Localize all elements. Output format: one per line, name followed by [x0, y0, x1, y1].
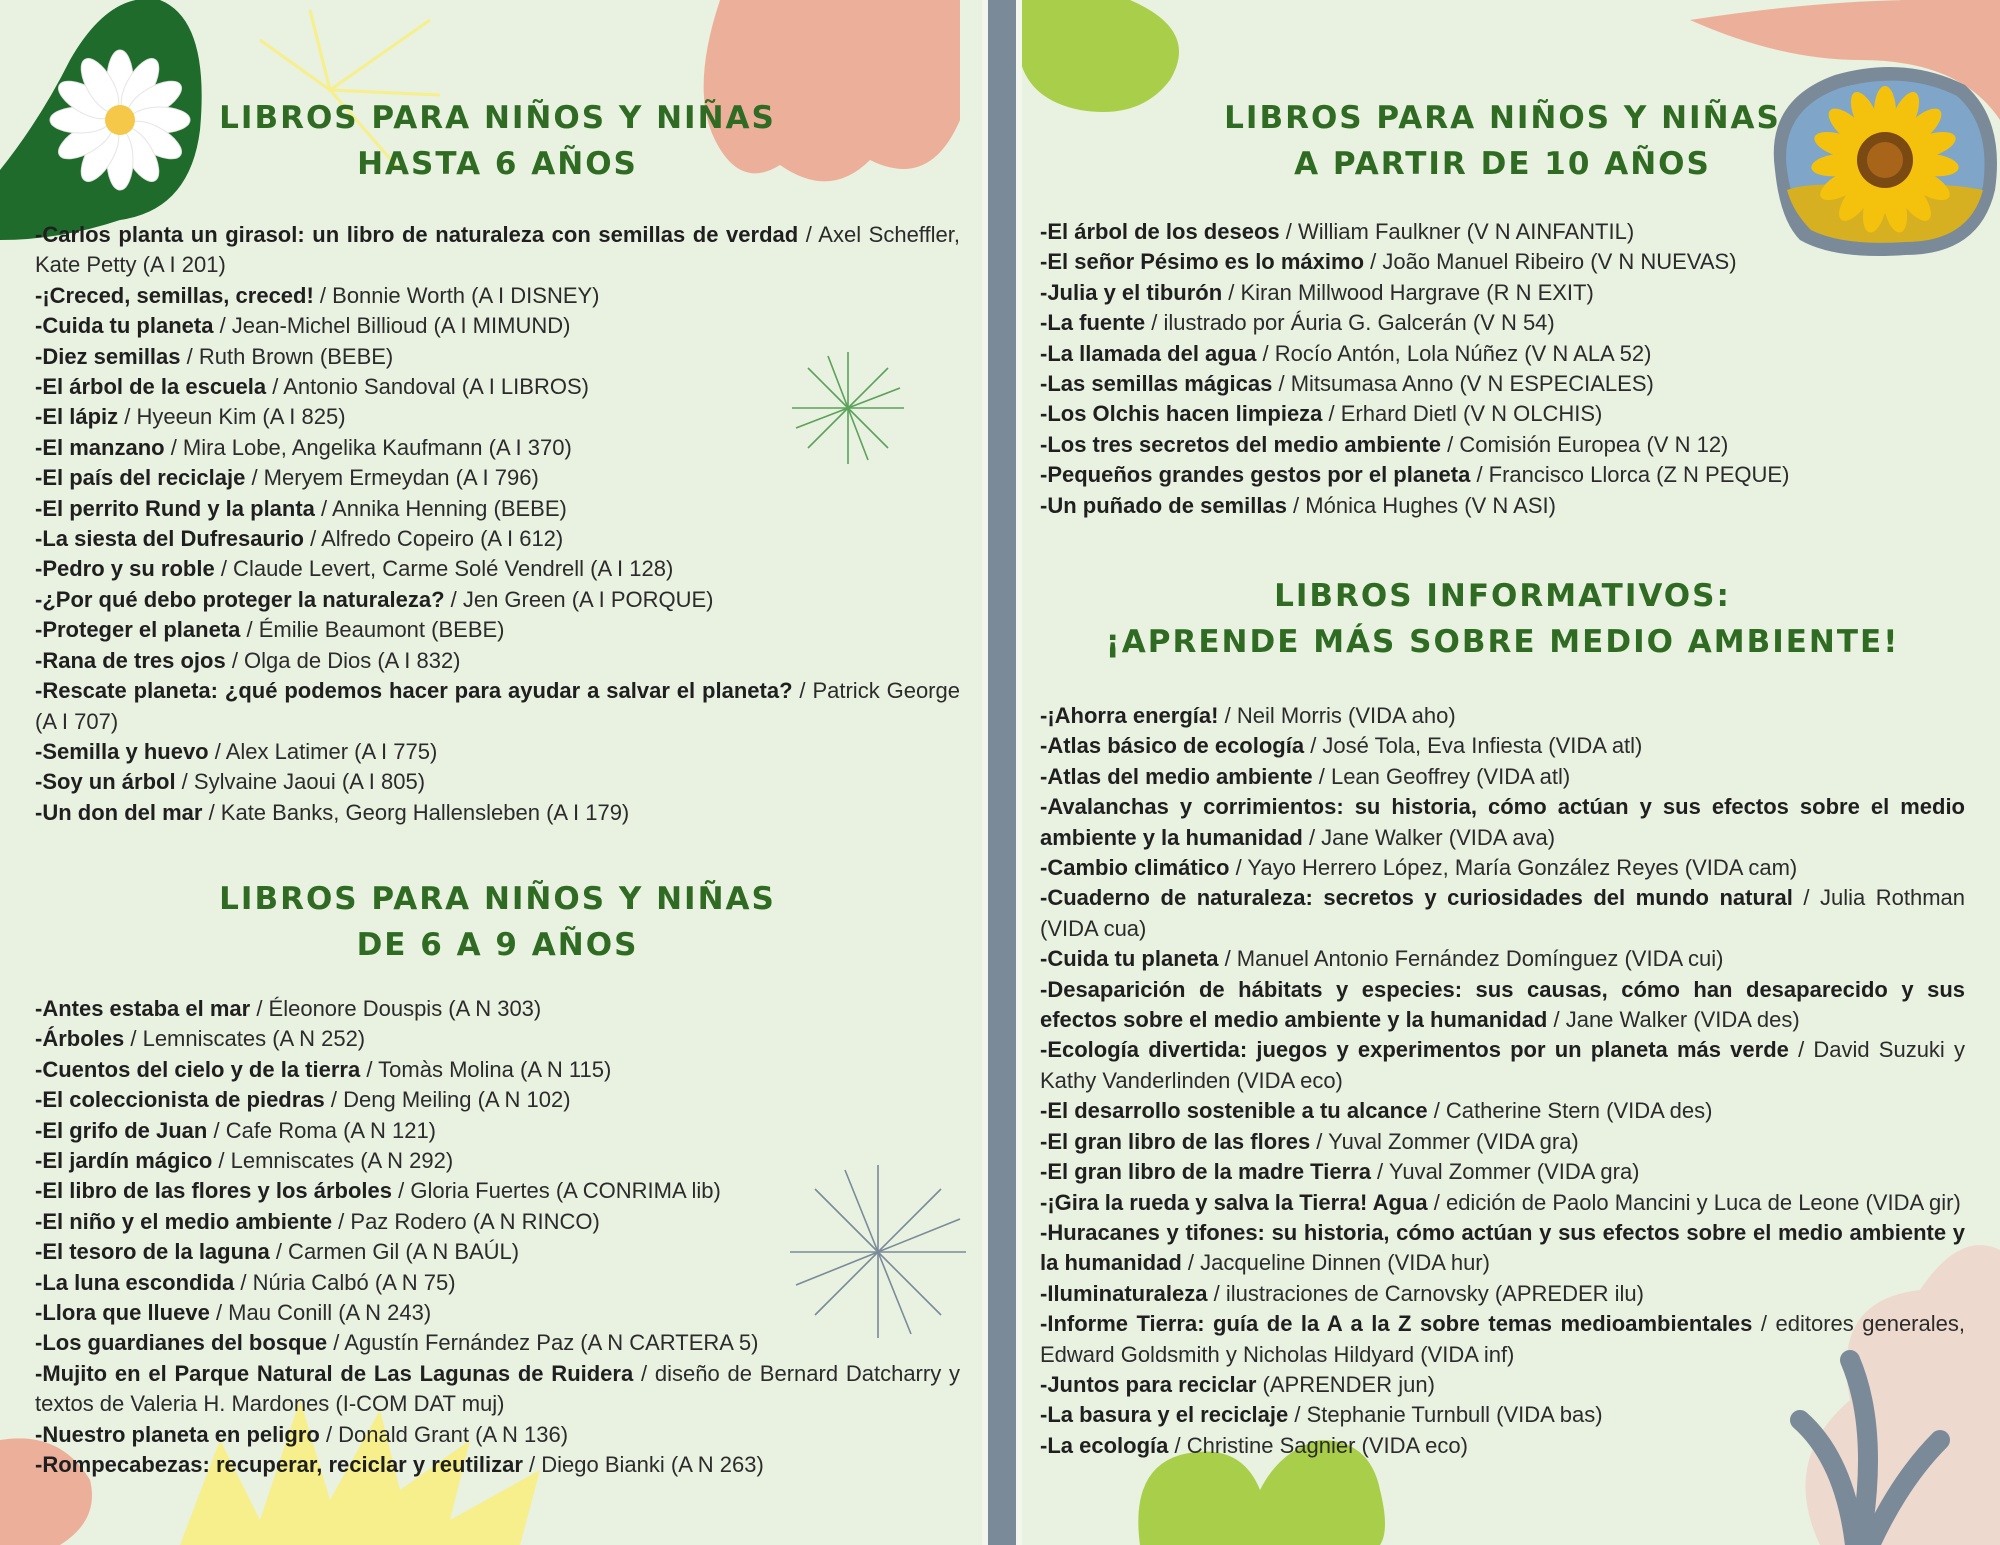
book-title: -El grifo de Juan: [35, 1117, 208, 1143]
book-title: -Un don del mar: [35, 799, 203, 825]
book-title: -Julia y el tiburón: [1040, 279, 1223, 305]
book-author-signature: / Manuel Antonio Fernández Domínguez (VIDA cui): [1218, 946, 1724, 972]
book-entry: [35, 1055, 960, 1085]
book-author-signature: / Agustín Fernández Paz (A N CARTERA 5): [327, 1330, 759, 1356]
book-entry: [35, 1420, 960, 1450]
book-title: -Nuestro planeta en peligro: [35, 1421, 320, 1447]
book-entry: [1040, 1188, 1965, 1218]
book-title: -Huracanes y tifones: su historia, cómo actúan y sus efectos sobre el medio ambiente y la humanidad: [1040, 1219, 1965, 1276]
book-title: -Diez semillas: [35, 343, 181, 369]
book-title: -Desaparición de hábitats y especies: sus causas, cómo han desaparecido y sus efectos sobre el medio ambiente y la humanidad: [1040, 976, 1965, 1033]
heading-line: A PARTIR DE 10 AÑOS: [1294, 146, 1711, 182]
book-title: -Un puñado de semillas: [1040, 492, 1287, 518]
book-entry: [35, 1298, 960, 1328]
book-title: -Cambio climático: [1040, 855, 1230, 881]
book-title: -¡Gira la rueda y salva la Tierra! Agua: [1040, 1189, 1428, 1215]
book-title: -La llamada del agua: [1040, 340, 1257, 366]
book-title: -El tesoro de la laguna: [35, 1239, 270, 1265]
book-entry: [35, 615, 960, 645]
book-title: -Carlos planta un girasol: un libro de naturaleza con semillas de verdad: [35, 222, 799, 247]
book-author-signature: / Cafe Roma (A N 121): [207, 1117, 437, 1143]
book-entry: [1040, 399, 1965, 429]
book-entry: [1040, 792, 1965, 853]
book-author-signature: / ilustrado por Áuria G. Galcerán (V N 54): [1145, 310, 1555, 336]
book-title: -Los tres secretos del medio ambiente: [1040, 431, 1442, 457]
book-author-signature: / Yuval Zommer (VIDA gra): [1310, 1128, 1579, 1154]
book-title: -Pequeños grandes gestos por el planeta: [1040, 462, 1471, 488]
book-title: -Cuida tu planeta: [35, 313, 214, 339]
book-author-signature: / Antonio Sandoval (A I LIBROS): [266, 374, 589, 400]
book-entry: [1040, 308, 1965, 338]
book-entry: [35, 494, 960, 524]
book-entry: [1040, 1279, 1965, 1309]
book-title: -El árbol de la escuela: [35, 374, 267, 400]
heading-line: DE 6 A 9 AÑOS: [356, 927, 639, 963]
book-title: -Soy un árbol: [35, 769, 176, 795]
book-author-signature: / Ruth Brown (BEBE): [180, 343, 394, 369]
book-author-signature: / Deng Meiling (A N 102): [324, 1087, 571, 1113]
book-entry: [1040, 247, 1965, 277]
book-author-signature: / Erhard Dietl (V N OLCHIS): [1322, 401, 1603, 427]
heading-line: LIBROS PARA NIÑOS Y NIÑAS: [219, 881, 776, 917]
book-entry: [35, 281, 960, 311]
book-title: -El gran libro de la madre Tierra: [1040, 1159, 1371, 1185]
book-author-signature: / Éleonore Douspis (A N 303): [250, 996, 542, 1021]
book-title: -El árbol de los deseos: [1040, 219, 1280, 244]
book-author-signature: / Diego Bianki (A N 263): [522, 1452, 764, 1478]
book-title: -El señor Pésimo es lo máximo: [1040, 249, 1365, 275]
heading-line: HASTA 6 AÑOS: [357, 146, 638, 182]
book-entry: [1040, 1309, 1965, 1370]
book-author-signature: / Carmen Gil (A N BAÚL): [269, 1239, 520, 1265]
section-heading-6-a-9: [35, 876, 960, 968]
book-title: -Atlas básico de ecología: [1040, 733, 1305, 759]
book-entry: [1040, 762, 1965, 792]
book-title: -Iluminaturaleza: [1040, 1280, 1208, 1306]
book-author-signature: / Émilie Beaumont (BEBE): [240, 617, 505, 643]
book-author-signature: / José Tola, Eva Infiesta (VIDA atl): [1304, 733, 1643, 759]
book-title: -Avalanchas y corrimientos: su historia, cómo actúan y sus efectos sobre el medio ambiente y la humanidad: [1040, 794, 1965, 850]
book-entry: [35, 1359, 960, 1420]
book-author-signature: / Catherine Stern (VIDA des): [1427, 1098, 1713, 1124]
book-title: -Ecología divertida: juegos y experimentos por un planeta más verde: [1040, 1037, 1789, 1063]
heading-line: LIBROS INFORMATIVOS:: [1274, 578, 1731, 614]
center-divider: [988, 0, 1016, 1545]
book-entry: [1040, 975, 1965, 1036]
book-author-signature: / Gloria Fuertes (A CONRIMA lib): [392, 1178, 721, 1204]
book-title: -Árboles: [35, 1026, 125, 1052]
book-entry: [1040, 1218, 1965, 1279]
book-title: -El manzano: [35, 434, 165, 460]
book-entry: [1040, 883, 1965, 944]
book-entry: [1040, 944, 1965, 974]
heading-line: LIBROS PARA NIÑOS Y NIÑAS: [219, 100, 776, 136]
book-author-signature: / Jean-Michel Billioud (A I MIMUND): [213, 313, 571, 339]
book-title: -El niño y el medio ambiente: [35, 1208, 333, 1234]
book-entry: [1040, 1127, 1965, 1157]
book-entry: [1040, 430, 1965, 460]
book-entry: [1040, 1096, 1965, 1126]
book-author-signature: / Donald Grant (A N 136): [319, 1421, 569, 1447]
book-author-signature: / editores generales, Edward Goldsmith y Nicholas Hildyard (VIDA inf): [1040, 1311, 1965, 1367]
book-author-signature: / Sylvaine Jaoui (A I 805): [175, 769, 426, 795]
book-entry: [1040, 460, 1965, 490]
book-entry: [35, 1085, 960, 1115]
book-title: -Los guardianes del bosque: [35, 1330, 328, 1356]
book-author-signature: / Annika Henning (BEBE): [314, 495, 567, 521]
book-author-signature: / Jane Walker (VIDA ava): [1302, 824, 1556, 850]
book-entry: [35, 1328, 960, 1358]
book-entry: [35, 994, 960, 1024]
book-entry: [35, 1176, 960, 1206]
book-entry: [35, 1268, 960, 1298]
book-entry: [1040, 1431, 1965, 1461]
book-author-signature: / Stephanie Turnbull (VIDA bas): [1288, 1402, 1603, 1428]
book-entry: [35, 402, 960, 432]
book-entry: [35, 767, 960, 797]
book-entry: [1040, 339, 1965, 369]
book-title: -Cuida tu planeta: [1040, 946, 1219, 972]
book-author-signature: / Patrick George (A I 707): [35, 678, 960, 734]
book-title: -El libro de las flores y los árboles: [35, 1178, 393, 1204]
book-author-signature: / Axel Scheffler, Kate Petty (A I 201): [35, 222, 960, 278]
book-author-signature: / Jacqueline Dinnen (VIDA hur): [1181, 1250, 1490, 1276]
book-title: -El lápiz: [35, 404, 119, 430]
book-author-signature: / Alfredo Copeiro (A I 612): [303, 526, 564, 552]
book-title: -¿Por qué debo proteger la naturaleza?: [35, 586, 445, 612]
book-author-signature: / Núria Calbó (A N 75): [234, 1269, 456, 1295]
book-entry: [1040, 853, 1965, 883]
book-title: -Semilla y huevo: [35, 738, 209, 764]
book-author-signature: / Yayo Herrero López, María González Reyes (VIDA cam): [1229, 855, 1798, 881]
book-author-signature: / Rocío Antón, Lola Núñez (V N ALA 52): [1256, 340, 1652, 366]
book-title: -El país del reciclaje: [35, 465, 246, 491]
book-entry: [35, 737, 960, 767]
book-author-signature: / David Suzuki y Kathy Vanderlinden (VIDA eco): [1040, 1037, 1965, 1093]
book-author-signature: / Meryem Ermeydan (A I 796): [245, 465, 539, 491]
book-entry: [1040, 731, 1965, 761]
book-author-signature: (APRENDER jun): [1256, 1371, 1435, 1397]
book-title: -Antes estaba el mar: [35, 996, 251, 1021]
book-author-signature: / Hyeeun Kim (A I 825): [118, 404, 346, 430]
book-author-signature: / diseño de Bernard Datcharry y textos de Valeria H. Mardones (I-COM DAT muj): [35, 1360, 960, 1417]
book-title: -La basura y el reciclaje: [1040, 1402, 1289, 1428]
book-list-6-a-9: [35, 994, 960, 1481]
book-author-signature: / Mau Conill (A N 243): [209, 1300, 432, 1326]
book-author-signature: / William Faulkner (V N AINFANTIL): [1279, 219, 1635, 244]
book-title: -Mujito en el Parque Natural de Las Lagunas de Ruidera: [35, 1360, 634, 1386]
book-title: -El perrito Rund y la planta: [35, 495, 315, 521]
book-title: -Rompecabezas: recuperar, reciclar y reutilizar: [35, 1452, 523, 1478]
book-entry: [35, 311, 960, 341]
book-entry: [35, 554, 960, 584]
section-heading-informativos: [1040, 573, 1965, 665]
book-author-signature: / Mónica Hughes (V N ASI): [1286, 492, 1556, 518]
book-entry: [35, 372, 960, 402]
book-title: -La ecología: [1040, 1432, 1169, 1458]
book-author-signature: / Kiran Millwood Hargrave (R N EXIT): [1222, 279, 1594, 305]
book-author-signature: / Mitsumasa Anno (V N ESPECIALES): [1272, 371, 1654, 397]
book-title: -El gran libro de las flores: [1040, 1128, 1311, 1154]
book-title: -Llora que llueve: [35, 1300, 210, 1326]
book-title: -Atlas del medio ambiente: [1040, 763, 1313, 789]
book-entry: [1040, 278, 1965, 308]
book-list-informativos: [1040, 701, 1965, 1461]
book-author-signature: / Francisco Llorca (Z N PEQUE): [1470, 462, 1790, 488]
book-entry: [35, 463, 960, 493]
book-title: -Rana de tres ojos: [35, 647, 226, 673]
book-title: -El jardín mágico: [35, 1148, 213, 1174]
book-entry: [35, 1237, 960, 1267]
book-entry: [1040, 1035, 1965, 1096]
book-title: -¡Ahorra energía!: [1040, 703, 1219, 728]
book-author-signature: / Olga de Dios (A I 832): [225, 647, 461, 673]
book-entry: [35, 1024, 960, 1054]
book-entry: [35, 342, 960, 372]
book-author-signature: / Jane Walker (VIDA des): [1547, 1007, 1800, 1033]
book-author-signature: / Lean Geoffrey (VIDA atl): [1312, 763, 1571, 789]
book-entry: [35, 585, 960, 615]
book-author-signature: / Lemniscates (A N 292): [212, 1148, 454, 1174]
book-title: -Proteger el planeta: [35, 617, 241, 643]
book-author-signature: / João Manuel Ribeiro (V N NUEVAS): [1364, 249, 1737, 275]
book-title: -Cuaderno de naturaleza: secretos y curiosidades del mundo natural: [1040, 885, 1793, 911]
book-title: -Juntos para reciclar: [1040, 1371, 1257, 1397]
book-title: -El coleccionista de piedras: [35, 1087, 325, 1113]
book-title: -¡Creced, semillas, creced!: [35, 282, 314, 308]
book-author-signature: / Kate Banks, Georg Hallensleben (A I 179): [202, 799, 630, 825]
book-entry: [35, 676, 960, 737]
book-entry: [1040, 491, 1965, 521]
book-entry: [35, 798, 960, 828]
book-entry: [35, 220, 960, 281]
book-author-signature: / Lemniscates (A N 252): [124, 1026, 366, 1052]
book-entry: [1040, 1400, 1965, 1430]
heading-line: ¡APRENDE MÁS SOBRE MEDIO AMBIENTE!: [1105, 624, 1900, 660]
book-author-signature: / Claude Levert, Carme Solé Vendrell (A I 128): [214, 556, 674, 582]
book-title: -La fuente: [1040, 310, 1146, 336]
book-entry: [1040, 701, 1965, 731]
book-entry: [35, 1146, 960, 1176]
book-author-signature: / Comisión Europea (V N 12): [1441, 431, 1729, 457]
book-author-signature: / edición de Paolo Mancini y Luca de Leone (VIDA gir): [1427, 1189, 1961, 1215]
book-entry: [35, 1116, 960, 1146]
book-author-signature: / Tomàs Molina (A N 115): [360, 1056, 612, 1082]
book-entry: [1040, 369, 1965, 399]
book-entry: [35, 1450, 960, 1480]
book-author-signature: / Mira Lobe, Angelika Kaufmann (A I 370): [164, 434, 572, 460]
book-author-signature: / Alex Latimer (A I 775): [208, 738, 438, 764]
book-author-signature: / Christine Sagnier (VIDA eco): [1168, 1432, 1468, 1458]
book-title: -La luna escondida: [35, 1269, 235, 1295]
book-entry: [35, 524, 960, 554]
heading-line: LIBROS PARA NIÑOS Y NIÑAS: [1224, 100, 1781, 136]
book-entry: [35, 433, 960, 463]
section-heading-a-partir-10: [1040, 95, 1965, 187]
book-author-signature: / ilustraciones de Carnovsky (APREDER ilu): [1207, 1280, 1644, 1306]
book-author-signature: / Bonnie Worth (A I DISNEY): [313, 282, 600, 308]
book-title: -Rescate planeta: ¿qué podemos hacer para ayudar a salvar el planeta?: [35, 678, 793, 704]
book-title: -La siesta del Dufresaurio: [35, 526, 304, 552]
book-author-signature: / Paz Rodero (A N RINCO): [332, 1208, 600, 1234]
book-author-signature: / Julia Rothman (VIDA cua): [1040, 885, 1965, 941]
section-heading-hasta-6: [35, 95, 960, 187]
book-title: -El desarrollo sostenible a tu alcance: [1040, 1098, 1428, 1124]
book-entry: [35, 1207, 960, 1237]
book-author-signature: / Neil Morris (VIDA aho): [1218, 703, 1456, 728]
book-title: -Pedro y su roble: [35, 556, 215, 582]
book-title: -Cuentos del cielo y de la tierra: [35, 1056, 361, 1082]
book-title: -Las semillas mágicas: [1040, 371, 1273, 397]
book-entry: [1040, 217, 1965, 247]
book-entry: [1040, 1370, 1965, 1400]
book-entry: [35, 646, 960, 676]
book-entry: [1040, 1157, 1965, 1187]
book-title: -Informe Tierra: guía de la A a la Z sobre temas medioambientales: [1040, 1311, 1753, 1337]
book-list-a-partir-10: [1040, 217, 1965, 521]
book-author-signature: / Yuval Zommer (VIDA gra): [1370, 1159, 1640, 1185]
book-title: -Los Olchis hacen limpieza: [1040, 401, 1323, 427]
book-list-hasta-6: [35, 220, 960, 828]
book-author-signature: / Jen Green (A I PORQUE): [444, 586, 714, 612]
